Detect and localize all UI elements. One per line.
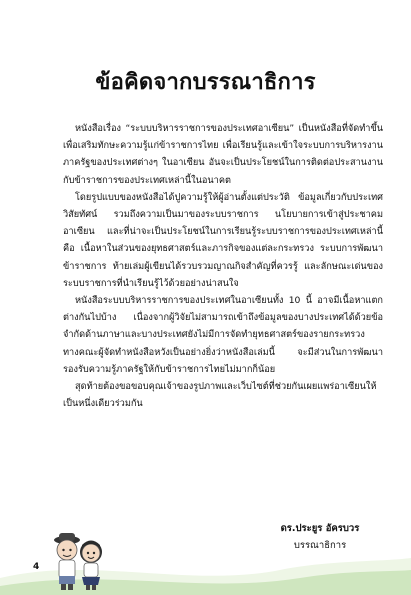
page-number: 4 xyxy=(33,562,40,572)
paragraph-1: หนังสือเรื่อง “ระบบบริหารราชการของประเทศอาเซียน” เป็นหนังสือที่จัดทำขึ้นเพื่อเสริมทักษะความรู้แก่ข้าราชการไทย เพื่อเรียนรู้และเข้าใจระบบการบริหารงานภาครัฐของประเทศต่างๆ ในอาเซียน อันจะเป็นประโยชน์ในการติดต่อประสานงานกับข้าราชการของประเทศเหล่านี้ในอนาคต xyxy=(63,123,383,186)
signer-role: บรรณาธิการ xyxy=(293,540,347,551)
signature-block xyxy=(270,520,370,554)
paragraph-2: โดยรูปแบบของหนังสือได้ปูความรู้ให้ผู้อ่านตั้งแต่ประวัติ ข้อมูลเกี่ยวกับประเทศ วิสัยทัศน์ รวมถึงความเป็นมาของระบบราชการ นโยบายการเข้าสู่ประชาคมอาเซียน และที่น่าจะเป็นประโยชน์ในการเรียนรู้ระบบราชการของประเทศเหล่านี้ คือ เนื้อหาในส่วนของยุทธศาสตร์และภารกิจของแต่ละกระทรวง ระบบการพัฒนาข้าราชการ ท้ายเล่มผู้เขียนได้รวบรวมญาณกิจสำคัญที่ควรรู้ และลักษณะเด่นของระบบราชการที่นำเรียนรู้ไว้ด้วยอย่างน่าสนใจ xyxy=(63,191,383,289)
paragraph-3: หนังสือระบบบริหารราชการของประเทศในอาเซียนทั้ง 10 นี้ อาจมีเนื้อหาแตกต่างกันไปบ้าง เนื่องจากผู้วิจัยไม่สามารถเข้าถึงข้อมูลของบางประเทศได้ด้วยข้อจำกัดด้านภาษาและบางประเทศยังไม่มีการจัดทำยุทธศาสตร์ของรายกระทรวง ทางคณะผู้จัดทำหนังสือหวังเป็นอย่างยิ่งว่าหนังสือเล่มนี้ จะมีส่วนในการพัฒนารองรับความรู้ภาครัฐให้กับข้าราชการไทยไม่มากก็น้อย xyxy=(63,295,383,375)
mascots-icon xyxy=(50,530,108,592)
body-text xyxy=(63,120,383,412)
signer-name: ดร.ประยูร อัครบวร xyxy=(280,523,360,534)
page-title: ข้อคิดจากบรรณาธิการ xyxy=(95,70,316,95)
paragraph-4: สุดท้ายต้องขอขอบคุณเจ้าของรูปภาพและเว็บไซต์ที่ช่วยกันเผยแพร่อาเซียนให้เป็นหนึ่งเดียวร่วมกัน xyxy=(63,381,377,410)
